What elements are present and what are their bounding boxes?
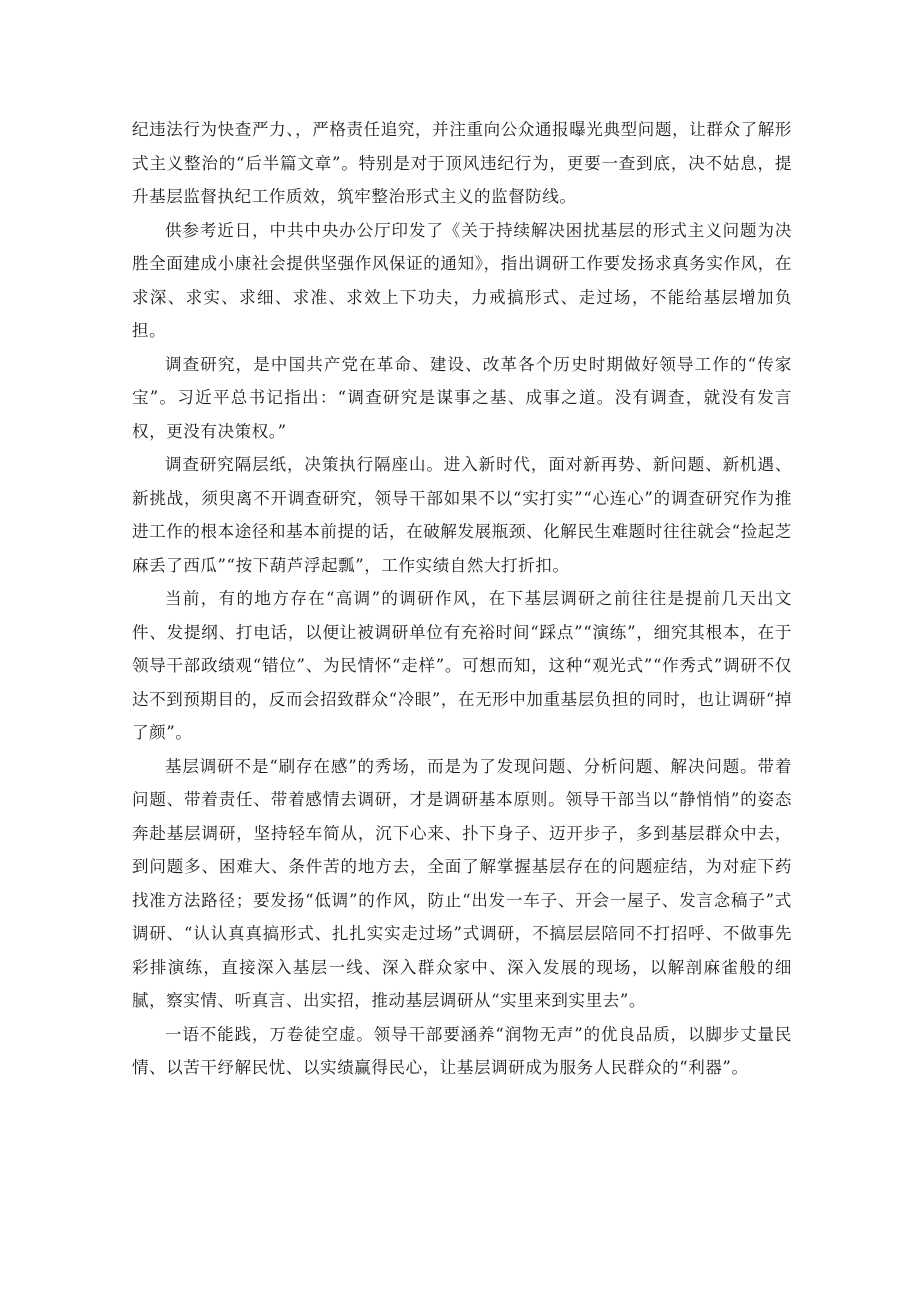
paragraph: 调查研究，是中国共产党在革命、建设、改革各个历史时期做好领导工作的“传家宝”。习近平总书记指出：“调查研究是谋事之基、成事之道。没有调查，就没有发言权，更没有决策权。” [132,354,792,441]
paragraph: 当前，有的地方存在“高调”的调研作风，在下基层调研之前往往是提前几天出文件、发提纲、打电话，以便让被调研单位有充裕时间“踩点”“演练”，细究其根本，在于领导干部政绩观“错位”、为民情怀“走样”。可想而知，这种“观光式”“作秀式”调研不仅达不到预期目的，反而会招致群众“冷眼”，在无形中加重基层负担的同时，也让调研“掉了颜”。 [132,589,792,742]
paragraph: 调查研究隔层纸，决策执行隔座山。进入新时代，面对新再势、新问题、新机遇、新挑战，须臾离不开调查研究，领导干部如果不以“实打实”“心连心”的调查研究作为推进工作的根本途径和基本前提的话，在破解发展瓶颈、化解民生难题时往往就会“捡起芝麻丢了西瓜”“按下葫芦浮起瓢”，工作实绩自然大打折扣。 [132,455,792,575]
paragraph: 一语不能践，万卷徒空虚。领导干部要涵养“润物无声”的优良品质，以脚步丈量民情、以苦干纾解民忧、以实绩赢得民心，让基层调研成为服务人民群众的“利器”。 [132,1024,792,1077]
paragraph-continued: 纪违法行为快查严力、，严格责任追究，并注重向公众通报曝光典型问题，让群众了解形式主义整治的“后半篇文章”。特别是对于顶风违纪行为，更要一查到底，决不姑息，提升基层监督执纪工作质效，筑牢整治形式主义的监督防线。 [132,120,792,206]
paragraph: 供参考近日，中共中央办公厅印发了《关于持续解决困扰基层的形式主义问题为决胜全面建成小康社会提供坚强作风保证的通知》，指出调研工作要发扬求真务实作风，在求深、求实、求细、求准、求效上下功夫，力戒搞形式、走过场，不能给基层增加负担。 [132,220,792,340]
document-body [132,113,792,1085]
paragraph: 基层调研不是“刷存在感”的秀场，而是为了发现问题、分析问题、解决问题。带着问题、带着责任、带着感情去调研，才是调研基本原则。领导干部当以“静悄悄”的姿态奔赴基层调研，坚持轻车简从，沉下心来、扑下身子、迈开步子，多到基层群众中去，到问题多、困难大、条件苦的地方去，全面了解掌握基层存在的问题症结，为对症下药找准方法路径；要发扬“低调”的作风，防止“出发一车子、开会一屋子、发言念稿子”式调研、“认认真真搞形式、扎扎实实走过场”式调研，不搞层层陪同不打招呼、不做事先彩排演练，直接深入基层一线、深入群众家中、深入发展的现场，以解剖麻雀般的细腻，察实情、听真言、出实招，推动基层调研从“实里来到实里去”。 [132,756,792,1010]
